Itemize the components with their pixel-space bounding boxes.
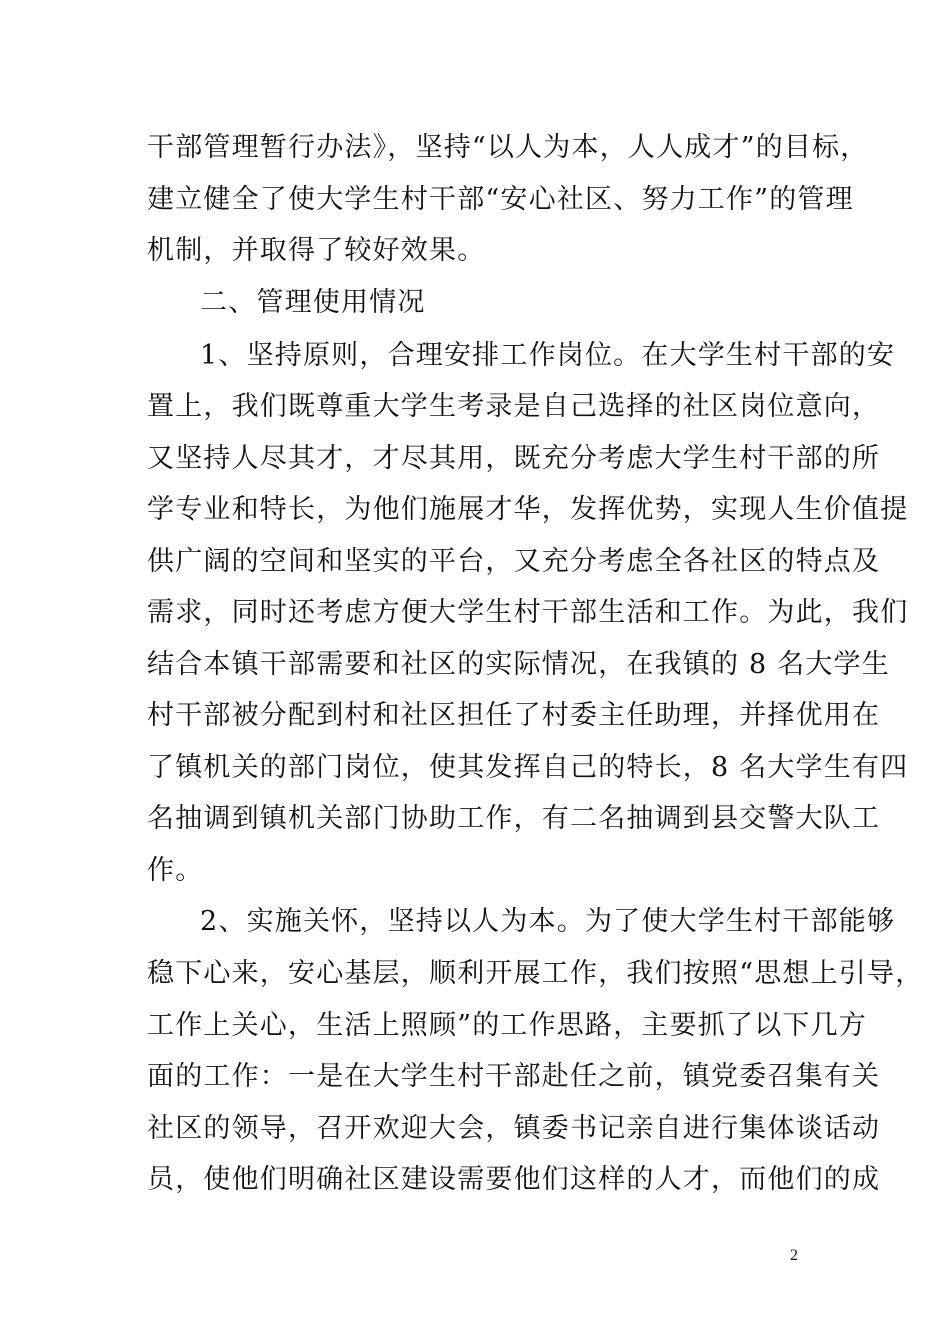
text-line: 机制，并取得了较好效果。 [147, 235, 486, 266]
page-number: 2 [790, 1247, 798, 1264]
text-line: 了镇机关的部门岗位，使其发挥自己的特长，8 名大学生有四 [147, 752, 909, 783]
text-line: 社区的领导，召开欢迎大会，镇委书记亲自进行集体谈话动 [147, 1113, 881, 1144]
text-line: 供广阔的空间和坚实的平台，又充分考虑全各社区的特点及 [147, 546, 881, 577]
text-line: 稳下心来，安心基层，顺利开展工作，我们按照“思想上引导， [147, 958, 924, 989]
text-line: 作。 [147, 855, 204, 886]
text-line: 2、实施关怀，坚持以人为本。为了使大学生村干部能够 [200, 906, 896, 937]
text-line: 面的工作：一是在大学生村干部赴任之前，镇党委召集有关 [147, 1061, 881, 1092]
text-line: 干部管理暂行办法》，坚持“以人为本，人人成才”的目标， [147, 132, 869, 163]
text-line: 学专业和特长，为他们施展才华，发挥优势，实现人生价值提 [147, 494, 909, 525]
section-heading: 二、管理使用情况 [200, 287, 426, 318]
text-line: 工作上关心，生活上照顾”的工作思路，主要抓了以下几方 [147, 1010, 868, 1041]
text-line: 名抽调到镇机关部门协助工作，有二名抽调到县交警大队工 [147, 803, 881, 834]
text-line: 置上，我们既尊重大学生考录是自己选择的社区岗位意向， [147, 391, 881, 422]
text-line: 需求，同时还考虑方便大学生村干部生活和工作。为此，我们 [147, 597, 909, 628]
text-line: 建立健全了使大学生村干部“安心社区、努力工作”的管理 [147, 184, 854, 215]
text-line: 员，使他们明确社区建设需要他们这样的人才，而他们的成 [147, 1164, 881, 1195]
text-line: 结合本镇干部需要和社区的实际情况，在我镇的 8 名大学生 [147, 649, 890, 680]
text-line: 1、坚持原则，合理安排工作岗位。在大学生村干部的安 [200, 340, 896, 371]
text-line: 又坚持人尽其才，才尽其用，既充分考虑大学生村干部的所 [147, 443, 881, 474]
text-line: 村干部被分配到村和社区担任了村委主任助理，并择优用在 [147, 700, 881, 731]
